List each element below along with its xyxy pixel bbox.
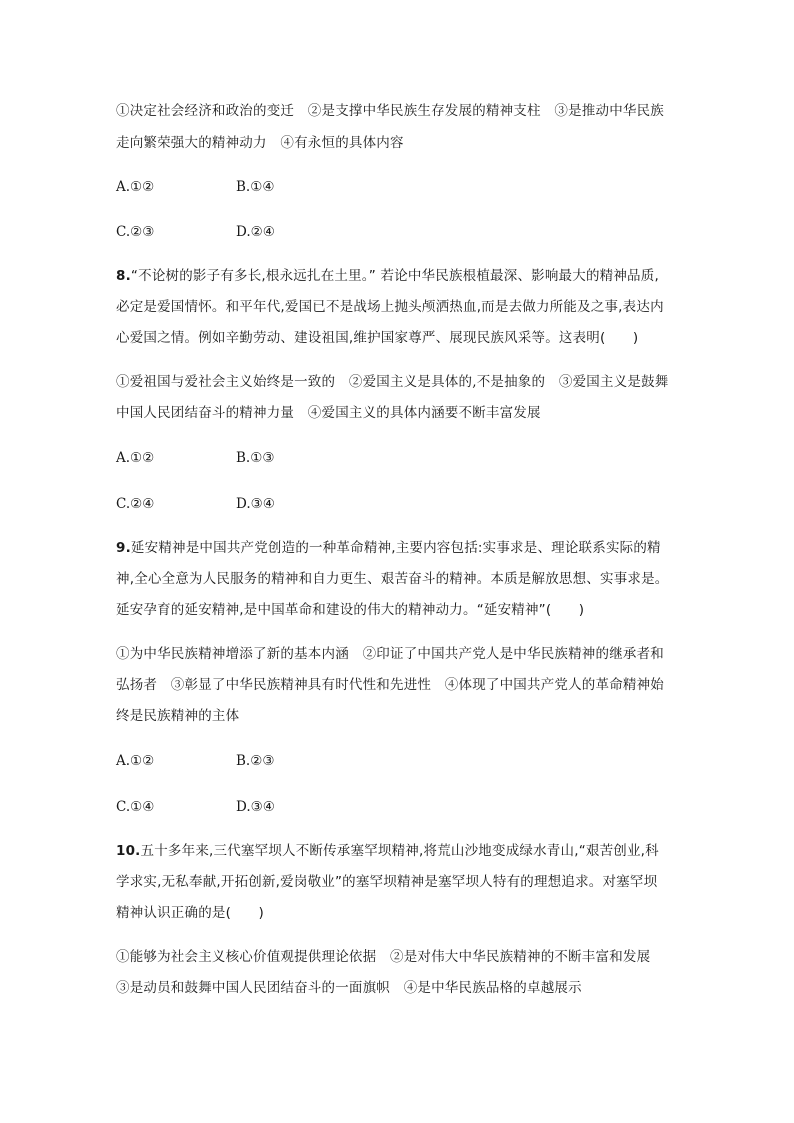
q8-stem-line-3: 心爱国之情。例如辛勤劳动、建设祖国,维护国家尊严、展现民族风采等。这表明( ) [116,330,639,346]
q8-option-c[interactable]: C.②④ [116,496,155,512]
q10-statement-line-2: ③是动员和鼓舞中国人民团结奋斗的一面旗帜 ④是中华民族品格的卓越展示 [116,980,582,996]
q10-stem-line-3: 精神认识正确的是( ) [116,905,264,921]
q7-statement-line-2: 走向繁荣强大的精神动力 ④有永恒的具体内容 [116,135,404,151]
q9-option-a[interactable]: A.①② [116,753,155,769]
q7-option-b[interactable]: B.①④ [236,179,275,195]
q8-stem-line-1 [116,266,696,286]
q7-option-c[interactable]: C.②③ [116,224,155,240]
q7-option-d[interactable]: D.②④ [236,224,275,240]
q10-number: 10. [116,843,141,859]
q9-option-d[interactable]: D.③④ [236,799,275,815]
q9-option-c[interactable]: C.①④ [116,799,155,815]
q8-option-d[interactable]: D.③④ [236,496,275,512]
q7-option-a[interactable]: A.①② [116,179,155,195]
q9-stem-line-3: 延安孕育的延安精神,是中国革命和建设的伟大的精神动力。“延安精神”( ) [116,602,585,618]
q10-stem-line-2: 学求实,无私奉献,开拓创新,爱岗敬业”的塞罕坝精神是塞罕坝人特有的理想追求。对塞罕坝 [116,874,658,890]
q8-option-a[interactable]: A.①② [116,450,155,466]
q10-stem-line-1 [116,841,696,861]
q9-stem-text-1: 延安精神是中国共产党创造的一种革命精神,主要内容包括:实事求是、理论联系实际的精 [130,540,661,556]
q8-statement-line-2: 中国人民团结奋斗的精神力量 ④爱国主义的具体内涵要不断丰富发展 [116,405,541,421]
q10-stem-text-1: 五十多年来,三代塞罕坝人不断传承塞罕坝精神,将荒山沙地变成绿水青山,“艰苦创业,科 [140,843,659,859]
q7-statement-line-1: ①决定社会经济和政治的变迁 ②是支撑中华民族生存发展的精神支柱 ③是推动中华民族 [116,103,664,119]
q10-statement-line-1: ①能够为社会主义核心价值观提供理论依据 ②是对伟大中华民族精神的不断丰富和发展 [116,949,651,965]
q9-stem-line-1 [116,538,696,558]
q9-statement-line-1: ①为中华民族精神增添了新的基本内涵 ②印证了中国共产党人是中华民族精神的继承者和 [116,646,664,662]
q9-statement-line-3: 终是民族精神的主体 [116,708,240,724]
q8-number: 8. [116,268,131,284]
q8-stem-text-1: “不论树的影子有多长,根永远扎在土里。” 若论中华民族根植最深、影响最大的精神品质, [130,268,659,284]
q9-number: 9. [116,540,131,556]
q8-option-b[interactable]: B.①③ [236,450,275,466]
q9-stem-line-2: 神,全心全意为人民服务的精神和自力更生、艰苦奋斗的精神。本质是解放思想、实事求是。 [116,571,669,587]
q8-stem-line-2: 必定是爱国情怀。和平年代,爱国已不是战场上抛头颅洒热血,而是去做力所能及之事,表达内 [116,299,664,315]
q8-statement-line-1: ①爱祖国与爱社会主义始终是一致的 ②爱国主义是具体的,不是抽象的 ③爱国主义是鼓舞 [116,374,669,390]
q9-statement-line-2: 弘扬者 ③彰显了中华民族精神具有时代性和先进性 ④体现了中国共产党人的革命精神始 [116,677,664,693]
q9-option-b[interactable]: B.②③ [236,753,275,769]
